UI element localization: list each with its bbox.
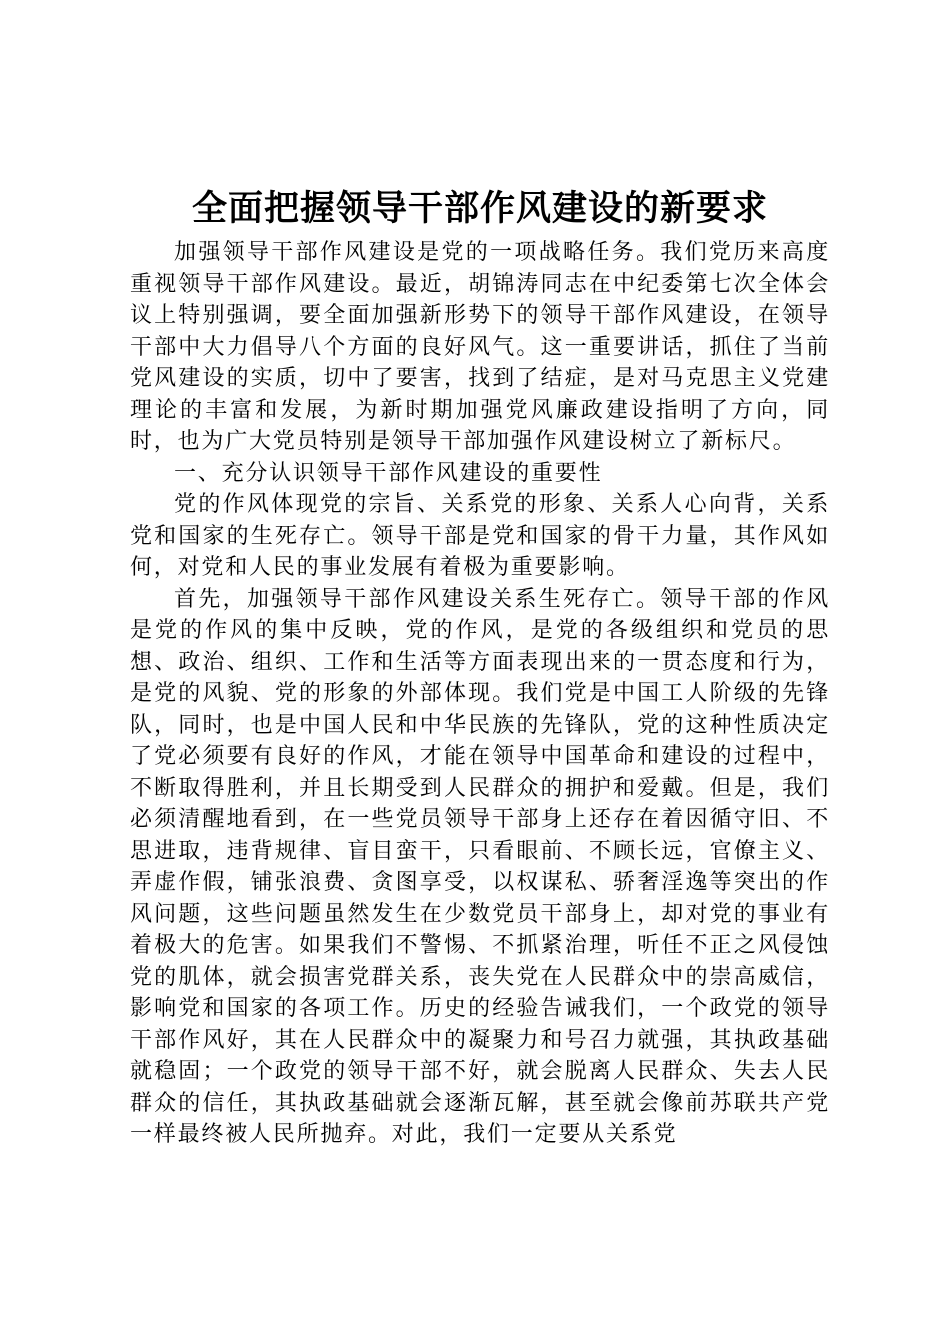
document-title: 全面把握领导干部作风建设的新要求	[191, 188, 768, 229]
section-1-paragraph-1: 党的作风体现党的宗旨、关系党的形象、关系人心向背，关系党和国家的生死存亡。领导干部是党和国家的骨干力量，其作风如何，对党和人民的事业发展有着极为重要影响。	[130, 492, 830, 580]
intro-paragraph: 加强领导干部作风建设是党的一项战略任务。我们党历来高度重视领导干部作风建设。最近，胡锦涛同志在中纪委第七次全体会议上特别强调，要全面加强新形势下的领导干部作风建设，在领导干部中大力倡导八个方面的良好风气。这一重要讲话，抓住了当前党风建设的实质，切中了要害，找到了结症，是对马克思主义党建理论的丰富和发展，为新时期加强党风廉政建设指明了方向，同时，也为广大党员特别是领导干部加强作风建设树立了新标尺。	[130, 240, 830, 454]
section-heading-1: 一、充分认识领导干部作风建设的重要性	[174, 460, 603, 486]
document-page	[130, 185, 830, 1151]
section-1-paragraph-2: 首先，加强领导干部作风建设关系生死存亡。领导干部的作风是党的作风的集中反映，党的作风，是党的各级组织和党员的思想、政治、组织、工作和生活等方面表现出来的一贯态度和行为，是党的风貌、党的形象的外部体现。我们党是中国工人阶级的先锋队，同时，也是中国人民和中华民族的先锋队，党的这种性质决定了党必须要有良好的作风，才能在领导中国革命和建设的过程中，不断取得胜利，并且长期受到人民群众的拥护和爱戴。但是，我们必须清醒地看到，在一些党员领导干部身上还存在着因循守旧、不思进取，违背规律、盲目蛮干，只看眼前、不顾长远，官僚主义、弄虚作假，铺张浪费、贪图享受，以权谋私、骄奢淫逸等突出的作风问题，这些问题虽然发生在少数党员干部身上，却对党的事业有着极大的危害。如果我们不警惕、不抓紧治理，听任不正之风侵蚀党的肌体，就会损害党群关系，丧失党在人民群众中的崇高威信，影响党和国家的各项工作。历史的经验告诫我们，一个政党的领导干部作风好，其在人民群众中的凝聚力和号召力就强，其执政基础就稳固；一个政党的领导干部不好，就会脱离人民群众、失去人民群众的信任，其执政基础就会逐渐瓦解，甚至就会像前苏联共产党一样最终被人民所抛弃。对此，我们一定要从关系党	[130, 586, 830, 1147]
